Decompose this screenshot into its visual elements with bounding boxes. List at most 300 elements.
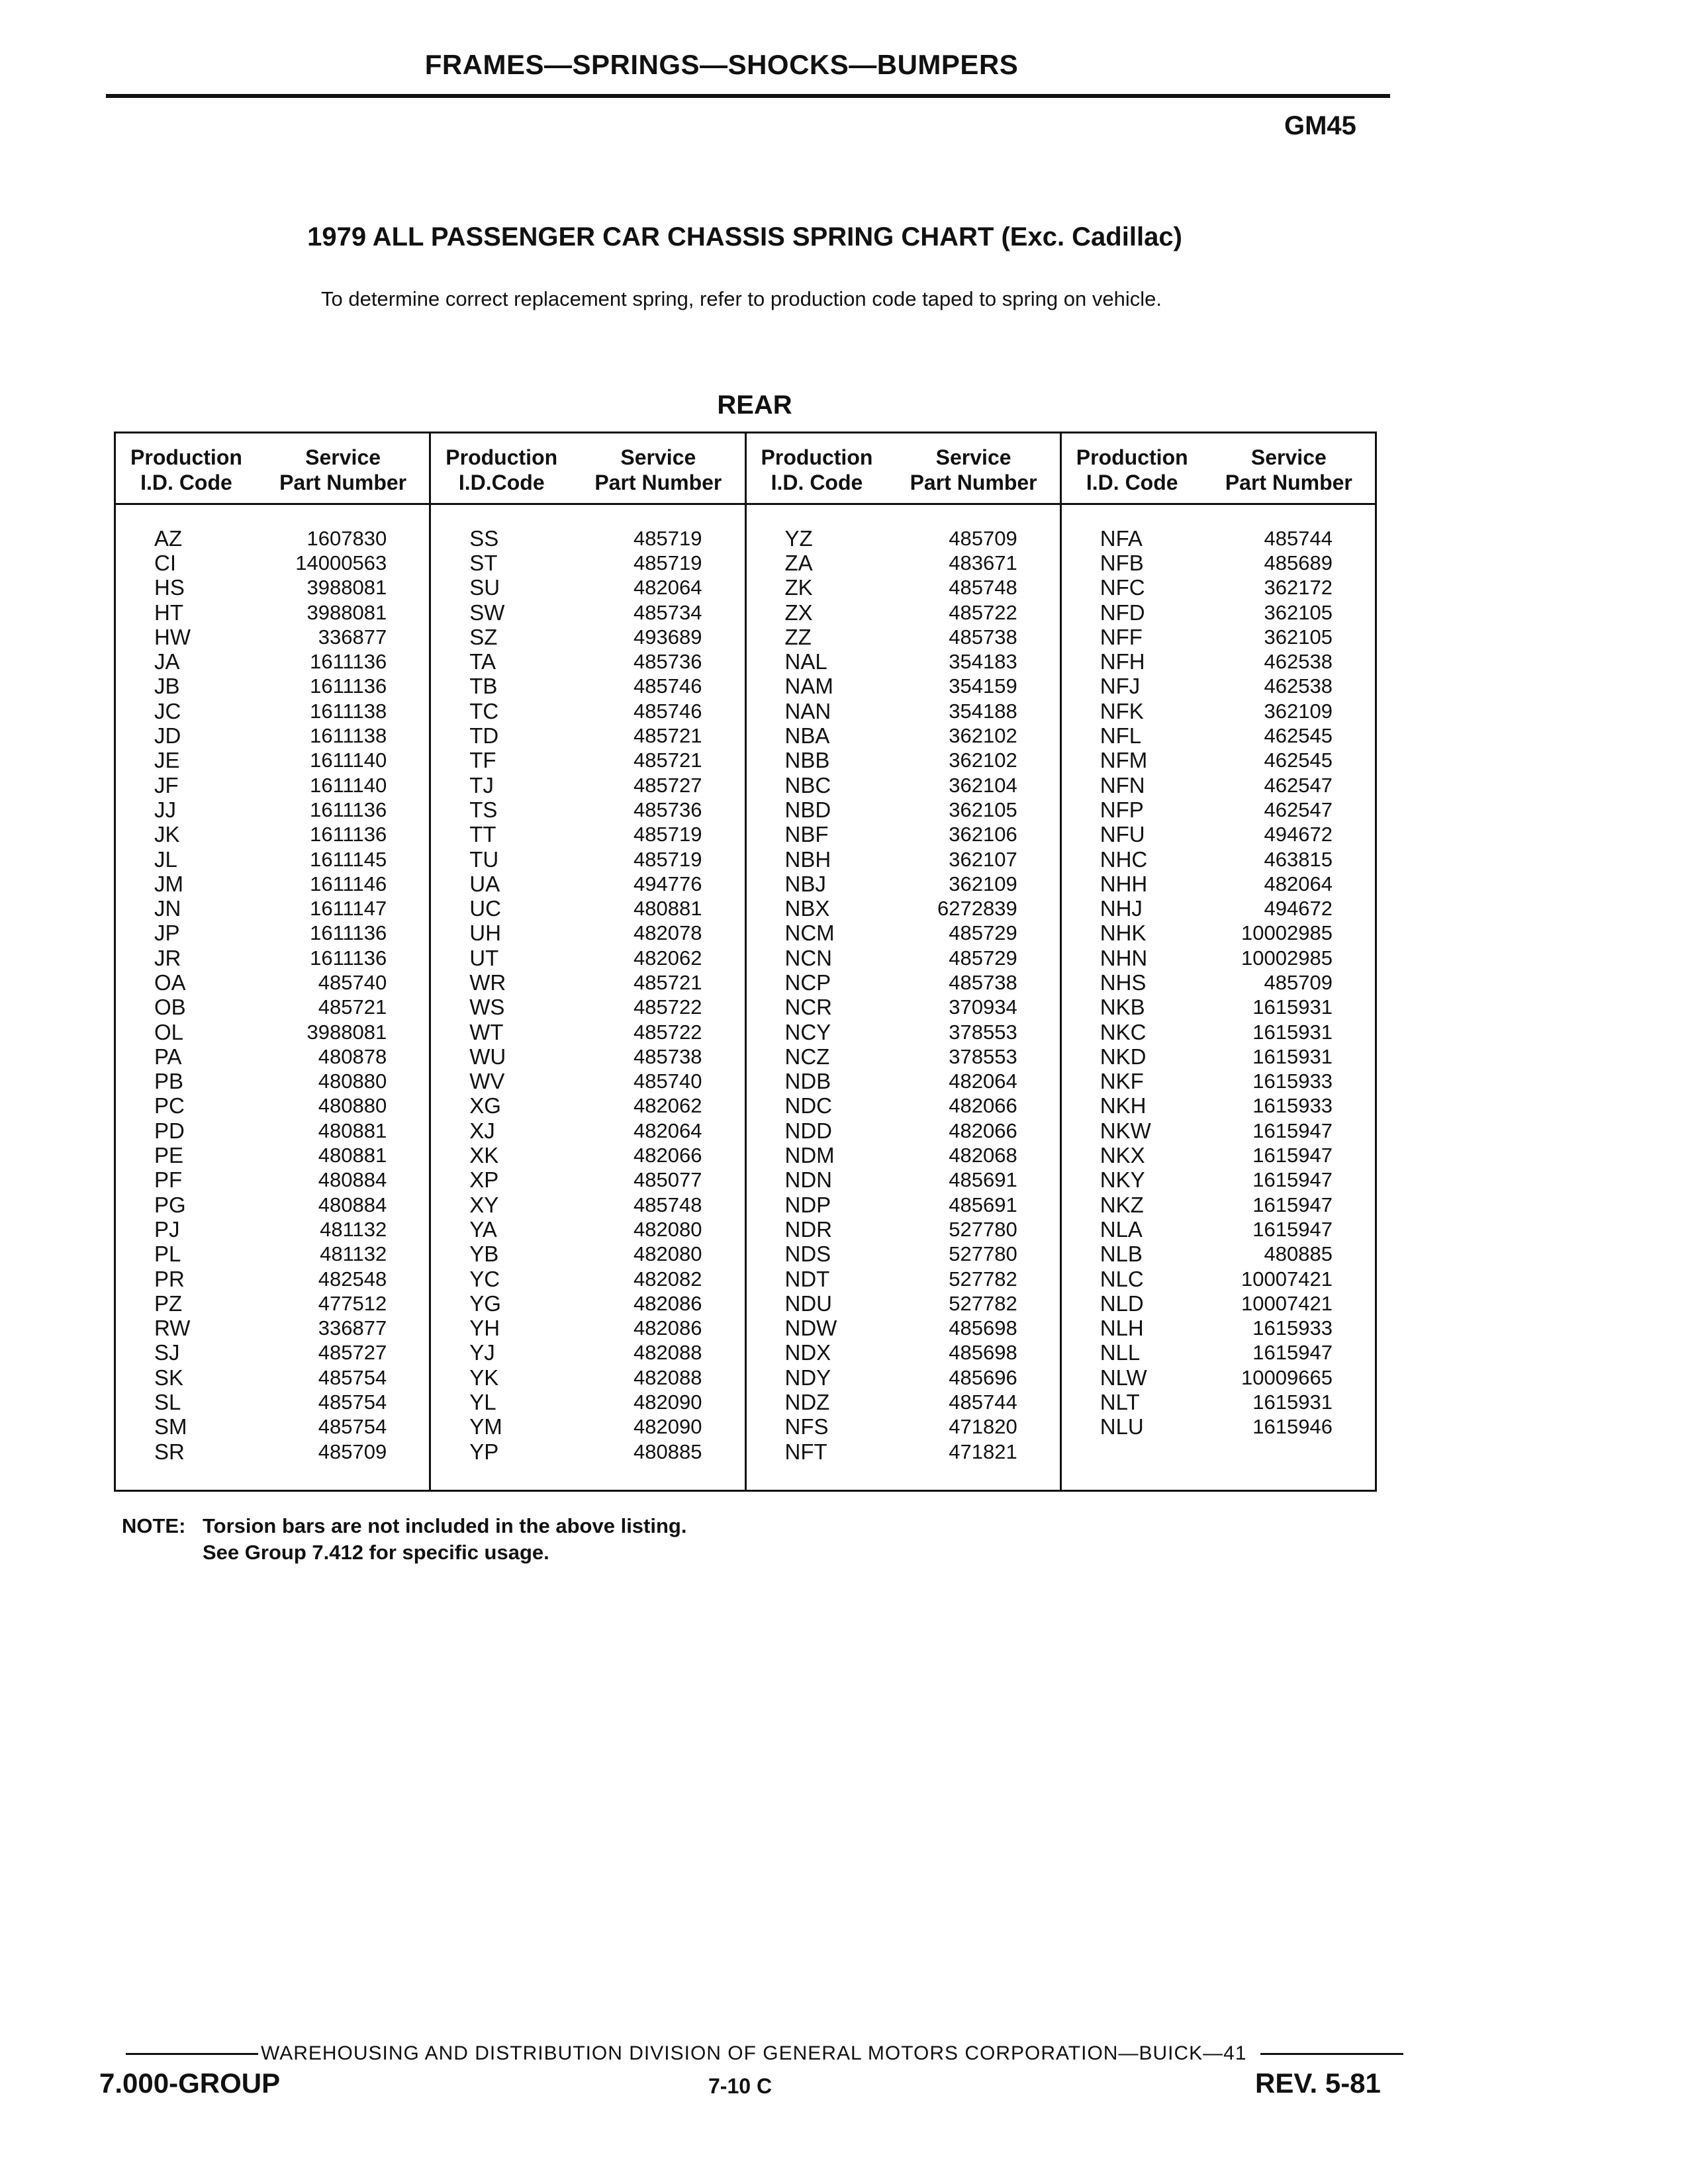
production-code-cell: NFK: [1100, 698, 1144, 723]
service-part-header: [1203, 445, 1375, 495]
table-row: [116, 797, 429, 822]
table-row: [1062, 625, 1375, 649]
table-row: [431, 1069, 744, 1094]
part-number-cell: 485698: [949, 1316, 1017, 1340]
part-number-cell: 494776: [633, 872, 702, 895]
part-number-cell: 1615931: [1252, 1020, 1333, 1044]
footer-group: 7.000-GROUP: [99, 2068, 281, 2099]
table-row: [431, 1118, 744, 1143]
production-code-cell: TA: [469, 649, 496, 674]
part-number-cell: 3988081: [306, 1020, 387, 1044]
part-number-cell: 462547: [1264, 797, 1333, 821]
part-number-cell: 480881: [318, 1118, 387, 1142]
part-number-cell: 1611140: [310, 749, 387, 772]
table-row: [747, 872, 1060, 896]
part-number-cell: 378553: [949, 1044, 1017, 1068]
table-row: [747, 1020, 1060, 1044]
table-row: [1062, 576, 1375, 600]
table-row: [431, 847, 744, 872]
table-row: [116, 823, 429, 847]
part-number-cell: 527782: [949, 1267, 1017, 1291]
production-code-cell: NDD: [784, 1118, 832, 1143]
production-code-cell: NLT: [1100, 1390, 1140, 1415]
table-row: [116, 674, 429, 699]
table-row: [747, 995, 1060, 1020]
table-row: [431, 1143, 744, 1167]
production-code-cell: HW: [154, 624, 191, 649]
production-code-cell: JN: [154, 896, 181, 921]
part-number-cell: 485709: [318, 1439, 387, 1463]
production-code-cell: PJ: [154, 1216, 180, 1242]
production-code-cell: JC: [154, 698, 181, 723]
production-code-cell: YB: [469, 1242, 499, 1267]
table-row: [1062, 995, 1375, 1020]
chart-instruction: To determine correct replacement spring, refer to production code taped to spring on vehicle.: [321, 287, 1162, 310]
table-row: [431, 1415, 744, 1439]
part-number-cell: 482086: [633, 1316, 702, 1340]
part-number-cell: 3988081: [306, 600, 387, 624]
table-row: [116, 1193, 429, 1217]
table-row: [1062, 872, 1375, 896]
part-number-cell: 362172: [1264, 576, 1333, 600]
table-row: [116, 699, 429, 723]
part-number-cell: 362105: [1264, 600, 1333, 624]
table-row: [747, 1415, 1060, 1439]
table-row: [431, 723, 744, 748]
production-code-cell: NKZ: [1100, 1192, 1144, 1217]
production-code-cell: NDT: [784, 1266, 830, 1291]
table-row: [1062, 1242, 1375, 1267]
production-code-cell: NDR: [784, 1216, 832, 1242]
table-row: [1062, 1291, 1375, 1316]
table-row: [1062, 1044, 1375, 1069]
part-number-cell: 480880: [318, 1069, 387, 1093]
table-row: [747, 847, 1060, 872]
table-row: [116, 600, 429, 625]
production-code-cell: CI: [154, 550, 176, 575]
part-number-cell: 485729: [949, 921, 1017, 945]
table-row: [1062, 551, 1375, 575]
table-row: [747, 1094, 1060, 1118]
production-code-cell: NCY: [784, 1019, 831, 1044]
table-row: [116, 1069, 429, 1094]
table-row: [1062, 1118, 1375, 1143]
production-code-header: [1062, 445, 1203, 495]
table-row: [747, 1069, 1060, 1094]
part-number-cell: 10007421: [1241, 1267, 1333, 1291]
table-row: [1062, 674, 1375, 699]
column-header: [431, 433, 744, 505]
production-code-cell: PF: [154, 1167, 183, 1193]
production-code-cell: ZZ: [784, 624, 812, 649]
table-row: [1062, 1193, 1375, 1217]
footer-rule-left: [126, 2053, 258, 2055]
production-code-cell: JM: [154, 871, 183, 896]
part-number-cell: 480881: [318, 1144, 387, 1167]
part-number-cell: 362109: [1264, 699, 1333, 723]
production-code-cell: JD: [154, 723, 181, 749]
table-row: [431, 797, 744, 822]
production-code-cell: YJ: [469, 1340, 495, 1365]
table-row: [116, 1044, 429, 1069]
production-code-cell: NLW: [1100, 1365, 1147, 1390]
production-code-cell: NLU: [1100, 1414, 1144, 1439]
part-number-cell: 482064: [633, 1118, 702, 1142]
part-number-cell: 362109: [949, 872, 1017, 895]
production-code-cell: NDM: [784, 1143, 835, 1168]
table-row: [747, 600, 1060, 625]
production-code-cell: NDC: [784, 1093, 832, 1118]
part-number-cell: 482086: [633, 1291, 702, 1315]
part-number-cell: 1615947: [1252, 1217, 1333, 1241]
table-row: [747, 921, 1060, 946]
table-row: [116, 847, 429, 872]
production-code-cell: NHK: [1100, 921, 1147, 946]
part-number-cell: 485740: [633, 1069, 702, 1093]
production-code-header: [747, 445, 888, 495]
header-text: Service: [935, 445, 1011, 469]
production-code-cell: NLA: [1100, 1216, 1143, 1242]
production-code-cell: XJ: [469, 1118, 495, 1143]
table-row: [747, 674, 1060, 699]
production-code-cell: JJ: [154, 797, 176, 822]
table-row: [747, 1341, 1060, 1365]
part-number-cell: 482080: [633, 1242, 702, 1266]
production-code-cell: NCZ: [784, 1044, 830, 1069]
production-code-cell: OA: [154, 970, 186, 995]
production-code-cell: ST: [469, 550, 498, 575]
part-number-cell: 485691: [949, 1193, 1017, 1216]
production-code-cell: HT: [154, 600, 183, 625]
footer-rule-right: [1260, 2053, 1403, 2055]
production-code-cell: NLH: [1100, 1316, 1144, 1341]
table-row: [116, 1341, 429, 1365]
part-number-cell: 1611145: [310, 847, 387, 871]
part-number-cell: 482090: [633, 1390, 702, 1414]
table-row: [1062, 970, 1375, 995]
table-row: [1062, 1365, 1375, 1390]
part-number-cell: 494672: [1264, 823, 1333, 846]
table-row: [747, 1267, 1060, 1291]
production-code-cell: WR: [469, 970, 506, 995]
production-code-cell: YP: [469, 1439, 499, 1464]
table-rows: [1062, 505, 1375, 1439]
header-text: Production: [445, 445, 558, 469]
page-code: GM45: [1284, 111, 1356, 140]
part-number-cell: 471821: [949, 1439, 1017, 1463]
part-number-cell: 14000563: [295, 551, 387, 574]
production-code-cell: WU: [469, 1044, 506, 1069]
header-text: Service: [305, 445, 381, 469]
production-code-cell: NFH: [1100, 649, 1145, 674]
table-row: [116, 1094, 429, 1118]
production-code-cell: NHN: [1100, 945, 1148, 970]
table-row: [116, 1291, 429, 1316]
header-text: Part Number: [1225, 470, 1352, 494]
production-code-cell: SK: [154, 1365, 184, 1390]
production-code-header: [116, 445, 257, 495]
part-number-cell: 482088: [633, 1365, 702, 1389]
production-code-cell: NFF: [1100, 624, 1143, 649]
production-code-cell: JR: [154, 945, 181, 970]
table-row: [747, 896, 1060, 921]
header-text: Production: [130, 445, 242, 469]
production-code-cell: NFP: [1100, 797, 1144, 822]
table-row: [747, 1168, 1060, 1193]
part-number-cell: 482064: [1264, 872, 1333, 895]
production-code-cell: JP: [154, 921, 180, 946]
production-code-cell: NBH: [784, 846, 831, 872]
table-row: [431, 773, 744, 797]
table-row: [116, 1217, 429, 1242]
part-number-cell: 1611146: [310, 872, 387, 895]
table-row: [116, 1118, 429, 1143]
table-row: [431, 970, 744, 995]
production-code-cell: NAN: [784, 698, 831, 723]
table-row: [116, 1390, 429, 1414]
part-number-cell: 1611136: [310, 946, 387, 970]
part-number-cell: 482090: [633, 1415, 702, 1439]
production-code-cell: NFA: [1100, 525, 1143, 551]
production-code-cell: WT: [469, 1019, 504, 1044]
production-code-cell: NBA: [784, 723, 830, 749]
part-number-cell: 362105: [949, 797, 1017, 821]
production-code-cell: SU: [469, 575, 500, 600]
production-code-cell: PR: [154, 1266, 185, 1291]
table-row: [431, 674, 744, 699]
part-number-cell: 485748: [633, 1193, 702, 1216]
table-row: [431, 1267, 744, 1291]
table-row: [431, 1044, 744, 1069]
column-header: [1062, 433, 1375, 505]
part-number-cell: 485719: [633, 526, 702, 550]
production-code-cell: PB: [154, 1069, 184, 1094]
table-row: [1062, 526, 1375, 551]
part-number-cell: 485719: [633, 847, 702, 871]
part-number-cell: 462545: [1264, 749, 1333, 772]
production-code-cell: XP: [469, 1167, 499, 1193]
production-code-cell: YL: [469, 1390, 496, 1415]
note: [122, 1513, 686, 1566]
part-number-cell: 482064: [949, 1069, 1017, 1093]
table-row: [431, 749, 744, 773]
column-header: [747, 433, 1060, 505]
production-code-cell: PA: [154, 1044, 182, 1069]
production-code-cell: OB: [154, 995, 186, 1020]
production-code-cell: NFL: [1100, 723, 1142, 749]
table-rows: [431, 505, 744, 1464]
part-number-cell: 485722: [949, 600, 1017, 624]
table-row: [1062, 823, 1375, 847]
part-number-cell: 354183: [949, 650, 1017, 674]
production-code-cell: NDN: [784, 1167, 832, 1193]
production-code-cell: NCN: [784, 945, 832, 970]
table-row: [747, 1193, 1060, 1217]
table-row: [431, 823, 744, 847]
production-code-cell: NBJ: [784, 871, 826, 896]
part-number-cell: 378553: [949, 1020, 1017, 1044]
production-code-cell: NDZ: [784, 1390, 830, 1415]
table-row: [1062, 699, 1375, 723]
header-text: Service: [620, 445, 696, 469]
table-row: [747, 723, 1060, 748]
header-text: I.D. Code: [140, 470, 232, 494]
part-number-cell: 485722: [633, 1020, 702, 1044]
production-code-cell: OL: [154, 1019, 184, 1044]
table-row: [431, 1094, 744, 1118]
production-code-cell: TS: [469, 797, 498, 822]
production-code-cell: HS: [154, 575, 185, 600]
production-code-cell: NCR: [784, 995, 832, 1020]
table-row: [116, 773, 429, 797]
production-code-cell: AZ: [154, 525, 183, 551]
part-number-cell: 481132: [320, 1242, 387, 1266]
table-row: [1062, 773, 1375, 797]
production-code-cell: NFT: [784, 1439, 827, 1464]
production-code-cell: NKD: [1100, 1044, 1147, 1069]
part-number-cell: 10002985: [1241, 921, 1333, 945]
production-code-cell: WS: [469, 995, 505, 1020]
part-number-cell: 336877: [318, 1316, 387, 1340]
table-row: [1062, 1341, 1375, 1365]
production-code-cell: NKY: [1100, 1167, 1145, 1193]
production-code-cell: PG: [154, 1192, 186, 1217]
table-row: [747, 749, 1060, 773]
table-row: [116, 921, 429, 946]
part-number-cell: 482078: [633, 921, 702, 945]
table-row: [747, 1118, 1060, 1143]
production-code-cell: JA: [154, 649, 180, 674]
part-number-cell: 480884: [318, 1193, 387, 1216]
table-row: [747, 576, 1060, 600]
production-code-cell: YZ: [784, 525, 813, 551]
production-code-cell: XG: [469, 1093, 501, 1118]
table-row: [116, 1267, 429, 1291]
header-text: Part Number: [279, 470, 407, 494]
part-number-cell: 481132: [320, 1217, 387, 1241]
footer-revision: REV. 5-81: [1255, 2068, 1381, 2099]
header-text: Production: [1076, 445, 1188, 469]
table-row: [1062, 649, 1375, 674]
table-row: [747, 699, 1060, 723]
part-number-cell: 485746: [633, 674, 702, 698]
part-number-cell: 485746: [633, 699, 702, 723]
header-rule: [106, 94, 1390, 98]
table-row: [1062, 1316, 1375, 1341]
table-row: [431, 872, 744, 896]
part-number-cell: 354159: [949, 674, 1017, 698]
production-code-cell: NLC: [1100, 1266, 1144, 1291]
table-row: [431, 1020, 744, 1044]
footer-division: WAREHOUSING AND DISTRIBUTION DIVISION OF GENERAL MOTORS CORPORATION—BUICK—41: [261, 2042, 1247, 2064]
part-number-cell: 1611136: [310, 674, 387, 698]
part-number-cell: 370934: [949, 995, 1017, 1019]
production-code-cell: NDY: [784, 1365, 831, 1390]
header-text: Service: [1250, 445, 1327, 469]
part-number-cell: 362107: [949, 847, 1017, 871]
part-number-cell: 463815: [1264, 847, 1333, 871]
production-code-cell: YC: [469, 1266, 500, 1291]
production-code-cell: NBF: [784, 822, 829, 847]
table-row: [116, 625, 429, 649]
part-number-cell: 485744: [1264, 526, 1333, 550]
table-row: [1062, 1143, 1375, 1167]
part-number-cell: 485691: [949, 1168, 1017, 1192]
part-number-cell: 482548: [318, 1267, 387, 1291]
part-number-cell: 527780: [949, 1217, 1017, 1241]
table-row: [116, 896, 429, 921]
part-number-cell: 362105: [1264, 625, 1333, 649]
table-row: [747, 797, 1060, 822]
part-number-cell: 480885: [633, 1439, 702, 1463]
table-row: [1062, 749, 1375, 773]
production-code-cell: YK: [469, 1365, 499, 1390]
production-code-cell: SS: [469, 525, 499, 551]
production-code-cell: NDP: [784, 1192, 831, 1217]
table-row: [116, 1439, 429, 1464]
header-text: Part Number: [910, 470, 1037, 494]
production-code-cell: WV: [469, 1069, 505, 1094]
table-row: [1062, 1069, 1375, 1094]
table-row: [116, 995, 429, 1020]
table-row: [116, 526, 429, 551]
table-row: [747, 946, 1060, 970]
part-number-cell: 485729: [949, 946, 1017, 970]
part-number-cell: 480878: [318, 1044, 387, 1068]
production-code-cell: NFD: [1100, 600, 1145, 625]
table-row: [116, 1020, 429, 1044]
production-code-cell: JE: [154, 748, 180, 773]
table-row: [747, 1143, 1060, 1167]
part-number-cell: 482066: [949, 1118, 1017, 1142]
service-part-header: [887, 445, 1059, 495]
production-code-cell: NDW: [784, 1316, 837, 1341]
service-part-header: [257, 445, 429, 495]
production-code-cell: XK: [469, 1143, 499, 1168]
part-number-cell: 482062: [633, 946, 702, 970]
part-number-cell: 485736: [633, 797, 702, 821]
part-number-cell: 480885: [1264, 1242, 1333, 1266]
footer-page-number: 7-10 C: [708, 2074, 773, 2098]
part-number-cell: 485709: [1264, 970, 1333, 994]
part-number-cell: 1615947: [1252, 1144, 1333, 1167]
part-number-cell: 10009665: [1241, 1365, 1333, 1389]
column-header: [116, 433, 429, 505]
table-row: [431, 625, 744, 649]
production-code-cell: SR: [154, 1439, 185, 1464]
production-code-cell: NDB: [784, 1069, 831, 1094]
part-number-cell: 485721: [318, 995, 387, 1019]
production-code-cell: PE: [154, 1143, 184, 1168]
table-row: [116, 649, 429, 674]
production-code-cell: PL: [154, 1242, 181, 1267]
production-code-cell: JL: [154, 846, 177, 872]
table-row: [431, 1242, 744, 1267]
part-number-cell: 485721: [633, 724, 702, 748]
part-number-cell: 482082: [633, 1267, 702, 1291]
part-number-cell: 485696: [949, 1365, 1017, 1389]
part-number-cell: 485719: [633, 823, 702, 846]
table-row: [431, 1168, 744, 1193]
production-code-cell: YH: [469, 1316, 500, 1341]
table-row: [747, 1291, 1060, 1316]
note-label: NOTE:: [122, 1514, 186, 1537]
part-number-cell: 483671: [949, 551, 1017, 574]
table-row: [431, 1390, 744, 1414]
table-row: [431, 576, 744, 600]
production-code-cell: TF: [469, 748, 496, 773]
part-number-cell: 3988081: [306, 576, 387, 600]
